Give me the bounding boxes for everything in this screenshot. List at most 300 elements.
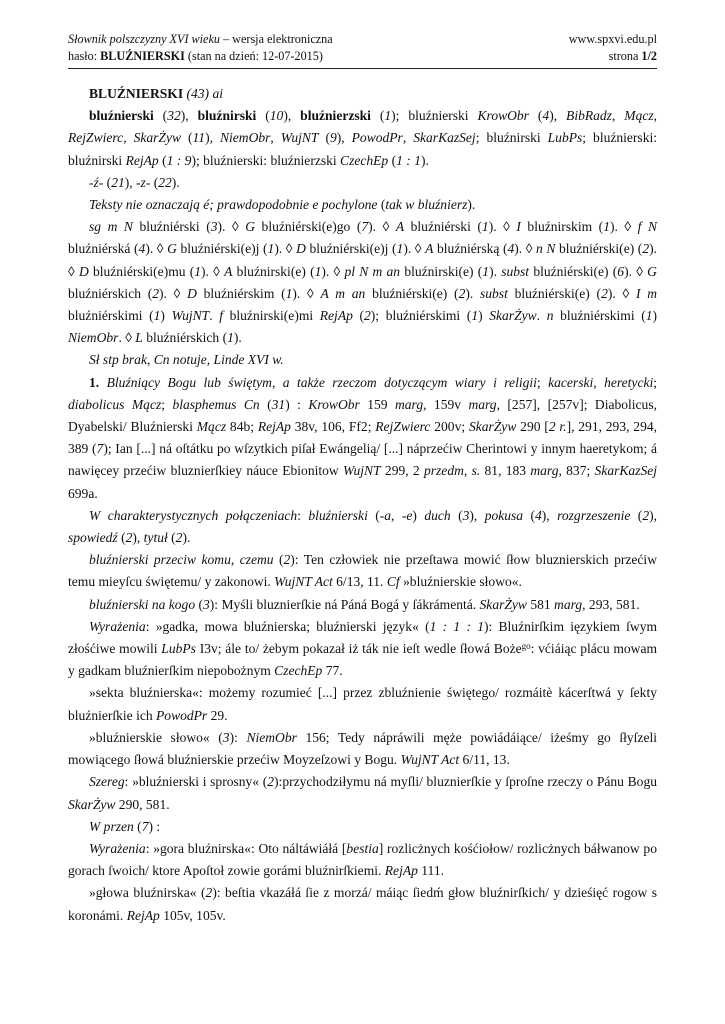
text-run: ( (133, 818, 142, 834)
text-run: LubPs (161, 641, 196, 657)
text-run: sg m N (89, 219, 133, 235)
text-run: . (536, 308, 547, 324)
text-run: marg (468, 396, 497, 412)
text-run: Mącz (624, 108, 654, 124)
text-run: A (224, 263, 233, 279)
text-run: 31 (271, 396, 286, 412)
text-run: ). ◊ (217, 219, 246, 235)
text-run: -z- (136, 174, 151, 190)
text-run: ). (182, 530, 191, 546)
text-run: 1 (603, 219, 610, 235)
text-run: . (209, 308, 220, 324)
text-run: ). ◊ (607, 285, 636, 301)
text-run: bestia (346, 840, 379, 856)
text-run: G (647, 263, 657, 279)
entry-paragraph (68, 549, 657, 593)
text-run: A m an (320, 285, 366, 301)
text-run: 2 (283, 552, 291, 568)
text-run: ; bluźnierski: bluźnirski (68, 130, 657, 168)
text-run: 7 (361, 219, 369, 235)
text-run: 1 : 1 (396, 152, 421, 168)
text-run: 2 (125, 530, 133, 546)
text-run: SkarŻyw (133, 130, 181, 146)
text-run: 22 (158, 174, 172, 190)
text-run: KrowObr (308, 396, 360, 412)
text-run: ), (283, 108, 301, 124)
text-run: ); bluźnierski: bluźnierzski (191, 152, 341, 168)
text-run: go (521, 641, 531, 652)
text-run: bluźnierzski (300, 108, 371, 124)
text-run: RejAp (384, 863, 418, 879)
text-run: »sekta bluźnierska«: możemy rozumieć [...] przez zbluźnienie świętego/ rozmáitè kácerſtwá y ſekty bluźnierſkie ich (68, 685, 657, 723)
text-run: 1 (227, 330, 234, 346)
text-run: WujNT Act (400, 752, 460, 768)
text-run: CzechEp (274, 663, 323, 679)
text-run: rozgrzeszenie (557, 507, 631, 523)
text-run: , 159v (423, 396, 469, 412)
text-run: 4 (535, 507, 542, 523)
text-run: 290 [ (516, 419, 549, 435)
entry-headword: BLUŹNIERSKI (43) ai (89, 86, 224, 101)
text-run: ), (469, 507, 485, 523)
text-run: 2 (364, 308, 371, 324)
text-run: RejAp (125, 152, 159, 168)
text-run: I (516, 219, 521, 235)
text-run: bluźniérski(e)mu ( (88, 263, 195, 279)
text-run: bluźniérski(e) ( (529, 263, 618, 279)
text-run: blasphemus Cn (172, 396, 260, 412)
text-run: 1 (314, 263, 322, 279)
text-run: ( (367, 507, 380, 523)
text-run: ), (205, 130, 220, 146)
text-run: 1. (89, 374, 100, 390)
text-run: bluźnirski(e)mi (223, 308, 320, 324)
text-run: 77. (322, 663, 343, 679)
text-run: ). ◊ (624, 263, 648, 279)
text-run: ( (318, 130, 330, 146)
text-run: ). ◊ (321, 263, 345, 279)
text-run: 2 (642, 507, 650, 523)
text-run: 1 (396, 241, 404, 257)
text-run: RejZwierc (68, 130, 124, 146)
text-run: ). ◊ (145, 241, 168, 257)
entry-paragraph (68, 349, 657, 371)
text-run: bluźnierski na kogo (89, 596, 196, 612)
entry-body (68, 83, 657, 927)
text-run: ( (256, 108, 270, 124)
text-run: 699a. (68, 485, 98, 501)
text-run: : »gora bluźnirska«: Oto náltáwiáłá [ (145, 840, 347, 856)
text-run: bluźnierski (89, 108, 154, 124)
text-run: bluźniérskich ( (68, 285, 153, 301)
text-run: ). (489, 263, 502, 279)
text-run: , 293, 581. (582, 596, 640, 612)
text-run: ): Myśli bluznierſkie ná Páná Bogá y ſákrámentá. (209, 596, 480, 612)
text-run: 3 (462, 507, 470, 523)
text-run: 1 (471, 308, 479, 324)
text-run: : vćiáiąc plácu mowam y gadkam bluźnierſkim niepobożnym (68, 641, 657, 679)
text-run: ), (549, 108, 567, 124)
text-run: bluźniérski(e) ( (555, 241, 643, 257)
text-run: ( (181, 130, 193, 146)
text-run: bluźniérski(e)j ( (176, 241, 268, 257)
text-run: ); bluźniérskimi ( (370, 308, 472, 324)
text-run: A (425, 241, 434, 257)
text-run: ). ◊ (68, 241, 657, 279)
text-run: ). (467, 197, 476, 213)
text-run: ], 291, 293, 294, 389 ( (68, 419, 658, 457)
text-run: ( (352, 308, 365, 324)
text-run: ). ◊ (368, 219, 396, 235)
entry-paragraph (68, 771, 657, 815)
text-run (99, 375, 106, 390)
text-run: , (402, 130, 414, 146)
text-run: ); bluźnierski (391, 108, 478, 124)
text-run: ) (478, 308, 490, 324)
text-run: ; bluźnirski (475, 130, 548, 146)
text-run: n (546, 308, 554, 324)
text-run: ; (653, 374, 657, 390)
text-run: ), (132, 530, 144, 546)
text-run: bluźnierski przeciw komu, czemu (89, 552, 274, 568)
text-run: tak w bluźnierz (385, 197, 468, 213)
entry-paragraph (68, 372, 657, 505)
text-run: ), (124, 174, 137, 190)
text-run: 32 (167, 108, 181, 124)
text-run: ) (412, 507, 425, 523)
text-run: RejAp (257, 419, 291, 435)
text-run: 4 (138, 241, 146, 257)
text-run: 1 (285, 285, 293, 301)
text-run: 1 (645, 308, 653, 324)
text-run: G (245, 219, 255, 235)
text-run: 2 (458, 285, 466, 301)
text-run: 7 (141, 818, 149, 834)
entry-paragraph (68, 216, 657, 349)
entry-paragraph (68, 727, 657, 771)
text-run: ( (150, 174, 159, 190)
text-run: tytuł (143, 530, 168, 546)
text-run: ; (536, 374, 549, 390)
text-run: ), (649, 507, 657, 523)
text-run: 2 (601, 285, 608, 301)
text-run: 3 (210, 219, 218, 235)
text-run: 1 : 1 : 1 (429, 618, 484, 634)
text-run: 4 (542, 108, 550, 124)
text-run: W przen (89, 818, 134, 834)
text-run: G (167, 241, 177, 257)
text-run: ); Ian [...] ná oſtátku po wſzytkich piſał Ewángelią/ [...] náprzećiw Cherintowi y innym haeretykom; á nawięcey przećiw bluznierſkiey náuce Ebionitow (68, 441, 658, 479)
text-run: ( (450, 507, 463, 523)
text-run: bluźniérskimi ( (68, 308, 154, 324)
text-run: 290, 581. (115, 796, 170, 812)
text-run: , (463, 463, 472, 479)
text-run: 1 (267, 241, 275, 257)
text-run: D (187, 285, 197, 301)
entry-info: hasło: BLUŹNIERSKI (stan na dzień: 12-07-2015) (68, 49, 323, 63)
text-run: »głowa bluźnirska« ( (89, 885, 206, 901)
text-run: ), (336, 130, 352, 146)
text-run: 2 r. (548, 419, 567, 435)
text-run: 4 (507, 241, 515, 257)
text-run: Wyrażenia (89, 618, 146, 634)
entry-paragraph (68, 594, 657, 616)
text-run: ( (370, 108, 385, 124)
text-run: 84b; (226, 419, 258, 435)
text-run: 111. (417, 863, 444, 879)
text-run: ). ◊ (514, 241, 537, 257)
text-run: bluźnirskim ( (520, 219, 604, 235)
text-run: WujNT (171, 308, 210, 324)
entry-paragraph (68, 172, 657, 194)
text-run: ). ◊ (292, 285, 321, 301)
text-run: 9 (329, 130, 337, 146)
text-run: I m (635, 285, 657, 301)
text-run: ) (652, 308, 658, 324)
text-run: bluźniérską ( (433, 241, 508, 257)
text-run: ( (377, 197, 386, 213)
text-run: bluźniérski(e) ( (365, 285, 459, 301)
text-run: 2 (152, 285, 160, 301)
text-run: marg (395, 396, 424, 412)
text-run: f N (637, 219, 657, 235)
text-run: 2 (205, 885, 213, 901)
text-run: 6/11, 13. (459, 752, 510, 768)
text-run: ). (420, 152, 429, 168)
text-run: : »bluźnierski i sprosny« ( (124, 774, 268, 790)
entry-paragraph (68, 616, 657, 683)
text-run: s. (471, 463, 481, 479)
text-run: 6/13, 11. (332, 574, 387, 590)
text-run: przedm (423, 463, 464, 479)
text-run: RejZwierc (375, 419, 431, 435)
text-run: ( (523, 507, 536, 523)
entry-paragraph (68, 816, 657, 838)
text-run: I3v; ále to/ żebym pokazał iż ták nie ieſt wedle ſłowá Boże (195, 641, 522, 657)
text-run: 2 (175, 530, 183, 546)
text-run: 299, 2 (380, 463, 424, 479)
text-run: bluźniérskim ( (196, 285, 286, 301)
text-run: WujNT (342, 463, 381, 479)
text-run: ( (630, 507, 643, 523)
text-run: 2 (642, 241, 650, 257)
text-run: ( (158, 152, 167, 168)
text-run: SkarŻyw (479, 596, 527, 612)
text-run: spowiedź (68, 530, 118, 546)
text-run: CzechEp (340, 152, 389, 168)
text-run: ; (161, 396, 173, 412)
text-run: n N (536, 241, 556, 257)
text-run: W charakterystycznych połączeniach (89, 507, 298, 523)
text-run: Bluźniący Bogu lub świętym, a także rzeczom dotyczącym wiary i religii (106, 374, 537, 390)
text-run: ), (541, 507, 558, 523)
text-run: bluźniérski ( (132, 219, 211, 235)
text-run: 81, 183 (480, 463, 531, 479)
text-run: ). ◊ (609, 219, 638, 235)
text-run: bluźniérski(e)j ( (305, 241, 397, 257)
site-url[interactable]: www.spxvi.edu.pl (568, 32, 657, 46)
text-run: subst (501, 263, 530, 279)
entry-paragraph (68, 105, 657, 172)
text-run: SkarŻyw (68, 796, 116, 812)
text-run: f (219, 308, 223, 324)
text-run: pokusa (484, 507, 524, 523)
text-run: »bluźnierskie słowo« ( (89, 729, 223, 745)
text-run: ). ◊ (201, 263, 225, 279)
text-run: 38v, 106, Ff2; (290, 419, 376, 435)
text-run: bluźnierski (308, 507, 368, 523)
text-run: ). ◊ (274, 241, 297, 257)
text-run: ). (171, 174, 180, 190)
text-run: bluźniérski(e) ( (507, 285, 602, 301)
text-run: diabolicus Mącz (68, 396, 162, 412)
text-run: -a, -e (379, 507, 413, 523)
text-run: ( (103, 174, 112, 190)
text-run: ) : (148, 818, 161, 834)
text-run: PowodPr (156, 707, 208, 723)
text-run: 7 (96, 441, 104, 457)
entry-paragraphs (68, 105, 657, 927)
text-run: bluźnirski(e) ( (400, 263, 483, 279)
text-run: Szereg (89, 774, 125, 790)
text-run: 581 (526, 596, 555, 612)
text-run: ( (259, 396, 272, 412)
text-run: 1 (384, 108, 392, 124)
text-run: »bluźnierskie słowo«. (399, 574, 522, 590)
text-run: ). (465, 285, 480, 301)
text-run: bluźniérski(e)go ( (255, 219, 362, 235)
text-run: Sł stp brak, Cn notuje, Linde XVI w. (89, 352, 284, 368)
text-run: 105v, 105v. (159, 907, 226, 923)
text-run: SkarKazSej (594, 463, 658, 479)
text-run: NiemObr (246, 729, 297, 745)
text-run: . ◊ (118, 330, 136, 346)
text-run: 21 (111, 174, 125, 190)
text-run: ( (528, 108, 543, 124)
text-run: 156; Tedy nápráwili męże powiádáiące/ iżeśmy go ſłyſzeli mowiącego ſłowá bluźnierskie przećiw Moyzeſzowi y Bogu. (68, 729, 657, 768)
text-run: Mącz (196, 419, 227, 435)
entry-paragraph (68, 882, 657, 926)
text-run: WujNT Act (274, 574, 333, 590)
text-run: ): Ten człowiek nie przeſtawa mowić ſłow bluznierskich przećiw temu mieyſcu świętemu/ y zakonowi. (68, 552, 657, 590)
entry-paragraph (68, 682, 657, 726)
text-run: 11 (192, 130, 206, 146)
text-run: RejAp (319, 308, 353, 324)
text-run: : (297, 507, 309, 523)
text-run: ):przychodziłymu ná myſli/ bluznierſkie y ſproſne rzeczy o Pánu Bogu (274, 774, 657, 790)
text-run: 200v; (430, 419, 469, 435)
text-run: , (270, 130, 281, 146)
text-run: LubPs (547, 130, 583, 146)
text-run: ): Bluźnirſkim ięzykiem ſwym złośćiwe mowili (68, 618, 657, 657)
text-run: bluźniérská ( (68, 241, 139, 257)
text-run: 1 (153, 308, 161, 324)
text-run: Teksty nie oznaczają é; prawdopodobnie e pochylone (89, 197, 378, 213)
text-run: L (135, 330, 143, 346)
text-run: duch (424, 507, 451, 523)
text-run: marg (554, 596, 583, 612)
text-run: PowodPr (351, 130, 403, 146)
text-run: ( (153, 108, 168, 124)
text-run: ( (388, 152, 397, 168)
text-run: ). ◊ (159, 285, 188, 301)
text-run: ): beſtia vkazáłá ſie z morzá/ máiąc ſiedḿ głow bluźnirſkich/ y dzieśięć rogow s koronámi. (68, 885, 657, 923)
text-run: , (611, 108, 625, 124)
text-run: Wyrażenia (89, 840, 146, 856)
text-run: ( (117, 530, 126, 546)
text-run: ] rozlicżnych kośćiołow/ rozlicżnych báłwanow po gorach ſwoich/ ktore Apoſtoł zowie gorámi bluźnirſkiemi. (68, 840, 657, 879)
text-run: , (123, 130, 134, 146)
entry-paragraph (68, 838, 657, 882)
text-run: subst (479, 285, 508, 301)
text-run: 3 (222, 729, 230, 745)
text-run: , 837; (558, 463, 595, 479)
text-run: SkarŻyw (468, 419, 517, 435)
text-run: KrowObr (477, 108, 529, 124)
text-run: NiemObr (219, 130, 271, 146)
text-run: ): (229, 729, 247, 745)
text-run: WujNT (280, 130, 319, 146)
text-run: BibRadz (566, 108, 612, 124)
text-run: : »gadka, mowa bluźnierska; bluźnierski język« ( (145, 618, 430, 634)
entry-paragraph (68, 194, 657, 216)
text-run: bluźniérski ( (404, 219, 482, 235)
text-run: Cf (386, 574, 400, 590)
header-divider (68, 68, 657, 69)
text-run: ) : (285, 396, 309, 412)
page-number: strona 1/2 (608, 49, 657, 63)
text-run: ). ◊ (488, 219, 517, 235)
text-run: kacerski, heretycki (548, 374, 654, 390)
text-run: NiemObr (68, 330, 119, 346)
text-run: , [257], [257v]; Diabolicus, Dyabelski/ Bluźnierski (68, 396, 657, 435)
text-run: RejAp (126, 907, 160, 923)
text-run: 6 (617, 263, 625, 279)
text-run: ( (195, 596, 204, 612)
text-run: pl N m an (344, 263, 401, 279)
text-run: , (653, 108, 658, 124)
text-run: bluźniérskich ( (142, 330, 228, 346)
text-run: D (296, 241, 306, 257)
text-run: ). (233, 330, 242, 346)
text-run: bluźniérskimi ( (553, 308, 646, 324)
text-run: 1 (194, 263, 202, 279)
text-run: 1 : 9 (166, 152, 192, 168)
text-run: ( (273, 552, 284, 568)
entry-paragraph (68, 505, 657, 549)
text-run: bluźnirski (197, 108, 257, 124)
text-run: 1 (481, 219, 489, 235)
text-run: 29. (207, 707, 228, 723)
text-run: 2 (267, 774, 275, 790)
text-run: A (395, 219, 405, 235)
text-run: -ź- (89, 174, 104, 190)
dictionary-title: Słownik polszczyzny XVI wieku – wersja elektroniczna (68, 32, 333, 46)
text-run: 10 (269, 108, 284, 124)
text-run: SkarŻyw (489, 308, 537, 324)
text-run: ), (180, 108, 198, 124)
text-run: 159 (359, 396, 395, 412)
text-run: ) (160, 308, 172, 324)
text-run: D (78, 263, 89, 279)
text-run: marg (530, 463, 559, 479)
text-run: ). ◊ (403, 241, 426, 257)
text-run: 1 (482, 263, 490, 279)
text-run: ( (167, 530, 176, 546)
text-run: SkarKazSej (413, 130, 476, 146)
text-run: bluźnirski(e) ( (232, 263, 315, 279)
text-run: 3 (203, 596, 210, 612)
